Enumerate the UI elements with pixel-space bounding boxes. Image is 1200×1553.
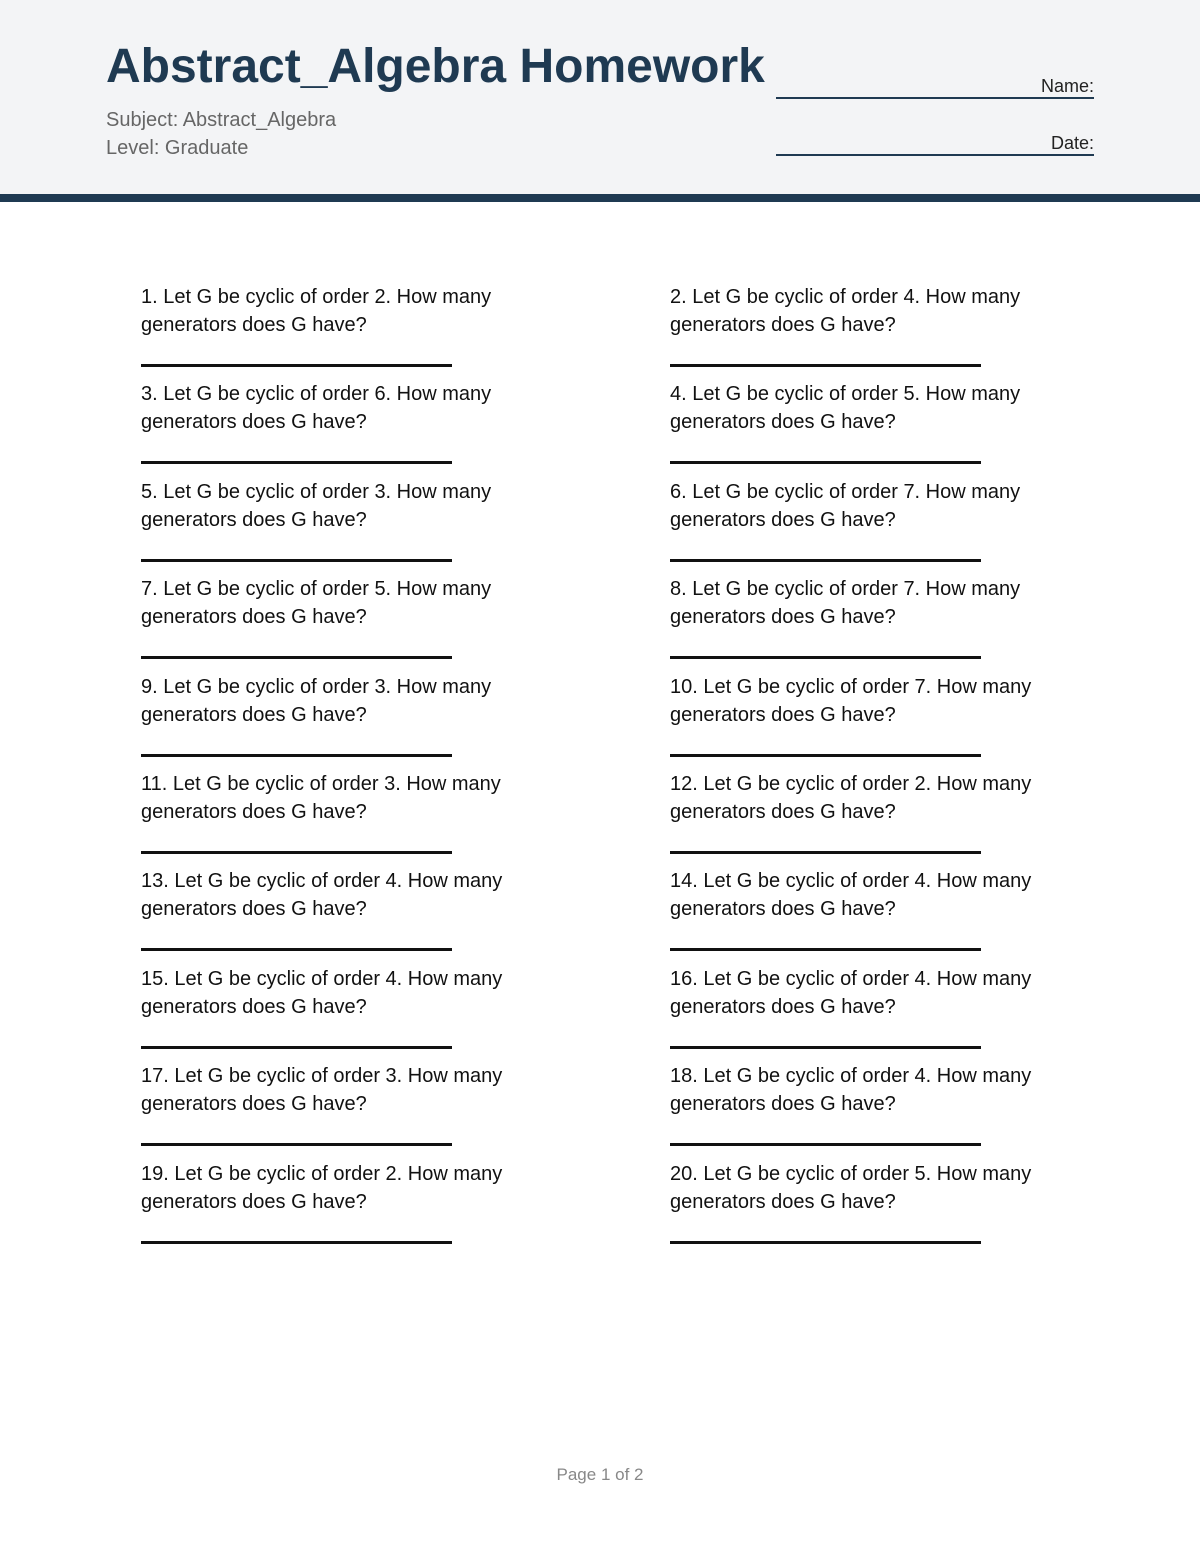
answer-line[interactable] <box>141 559 452 562</box>
answer-line[interactable] <box>670 1241 981 1244</box>
answer-line[interactable] <box>141 948 452 951</box>
answer-line[interactable] <box>670 948 981 951</box>
question-item <box>670 478 1091 575</box>
question-item <box>670 965 1091 1062</box>
question-text: 8. Let G be cyclic of order 7. How many generators does G have? <box>670 578 1021 629</box>
question-item <box>141 283 670 380</box>
question-text: 12. Let G be cyclic of order 2. How many generators does G have? <box>670 772 1032 823</box>
answer-line[interactable] <box>670 461 981 464</box>
question-item <box>141 380 670 477</box>
answer-line[interactable] <box>141 1143 452 1146</box>
answer-line[interactable] <box>141 1046 452 1049</box>
question-text: 4. Let G be cyclic of order 5. How many generators does G have? <box>670 383 1021 434</box>
answer-line[interactable] <box>141 851 452 854</box>
question-item <box>670 770 1091 867</box>
question-text: 3. Let G be cyclic of order 6. How many generators does G have? <box>141 383 492 434</box>
question-text: 14. Let G be cyclic of order 4. How many generators does G have? <box>670 870 1032 921</box>
name-field[interactable] <box>776 75 1094 99</box>
answer-line[interactable] <box>670 851 981 854</box>
page-title: Abstract_Algebra Homework <box>106 40 765 93</box>
answer-line[interactable] <box>670 1046 981 1049</box>
answer-line[interactable] <box>670 559 981 562</box>
answer-line[interactable] <box>670 656 981 659</box>
question-item <box>670 380 1091 477</box>
answer-line[interactable] <box>141 461 452 464</box>
question-text: 19. Let G be cyclic of order 2. How many generators does G have? <box>141 1162 503 1213</box>
question-text: 16. Let G be cyclic of order 4. How many generators does G have? <box>670 967 1032 1018</box>
page-number: Page 1 of 2 <box>556 1465 644 1484</box>
question-item <box>141 478 670 575</box>
question-text: 2. Let G be cyclic of order 4. How many generators does G have? <box>670 286 1021 336</box>
question-item <box>670 575 1091 672</box>
answer-line[interactable] <box>670 364 981 367</box>
question-text: 6. Let G be cyclic of order 7. How many generators does G have? <box>670 480 1021 531</box>
question-item <box>670 283 1091 380</box>
question-item <box>670 867 1091 964</box>
question-text: 15. Let G be cyclic of order 4. How many generators does G have? <box>141 967 503 1018</box>
question-text: 10. Let G be cyclic of order 7. How many generators does G have? <box>670 675 1032 726</box>
question-text: 18. Let G be cyclic of order 4. How many generators does G have? <box>670 1065 1032 1116</box>
question-item <box>670 1160 1091 1257</box>
question-text: 5. Let G be cyclic of order 3. How many generators does G have? <box>141 480 492 531</box>
answer-line[interactable] <box>670 754 981 757</box>
answer-line[interactable] <box>670 1143 981 1146</box>
question-text: 20. Let G be cyclic of order 5. How many generators does G have? <box>670 1162 1032 1213</box>
question-text: 1. Let G be cyclic of order 2. How many generators does G have? <box>141 286 492 336</box>
question-text: 7. Let G be cyclic of order 5. How many generators does G have? <box>141 578 492 629</box>
date-label: Date: <box>1050 133 1094 153</box>
question-item <box>141 1160 670 1257</box>
name-label: Name: <box>1040 76 1094 96</box>
date-field[interactable] <box>776 132 1094 156</box>
worksheet-header <box>0 0 1200 202</box>
level-label: Level: Graduate <box>106 137 249 159</box>
answer-line[interactable] <box>141 754 452 757</box>
subject-label: Subject: Abstract_Algebra <box>106 109 337 131</box>
question-item <box>141 770 670 867</box>
question-grid <box>141 283 1091 1257</box>
question-item <box>141 575 670 672</box>
question-item <box>141 867 670 964</box>
answer-line[interactable] <box>141 364 452 367</box>
question-item <box>141 965 670 1062</box>
question-text: 9. Let G be cyclic of order 3. How many generators does G have? <box>141 675 492 726</box>
question-text: 11. Let G be cyclic of order 3. How many generators does G have? <box>141 772 501 823</box>
answer-line[interactable] <box>141 656 452 659</box>
question-text: 17. Let G be cyclic of order 3. How many generators does G have? <box>141 1065 503 1116</box>
question-item <box>141 673 670 770</box>
question-item <box>141 1062 670 1159</box>
question-item <box>670 673 1091 770</box>
answer-line[interactable] <box>141 1241 452 1244</box>
question-item <box>670 1062 1091 1159</box>
question-text: 13. Let G be cyclic of order 4. How many generators does G have? <box>141 870 503 921</box>
